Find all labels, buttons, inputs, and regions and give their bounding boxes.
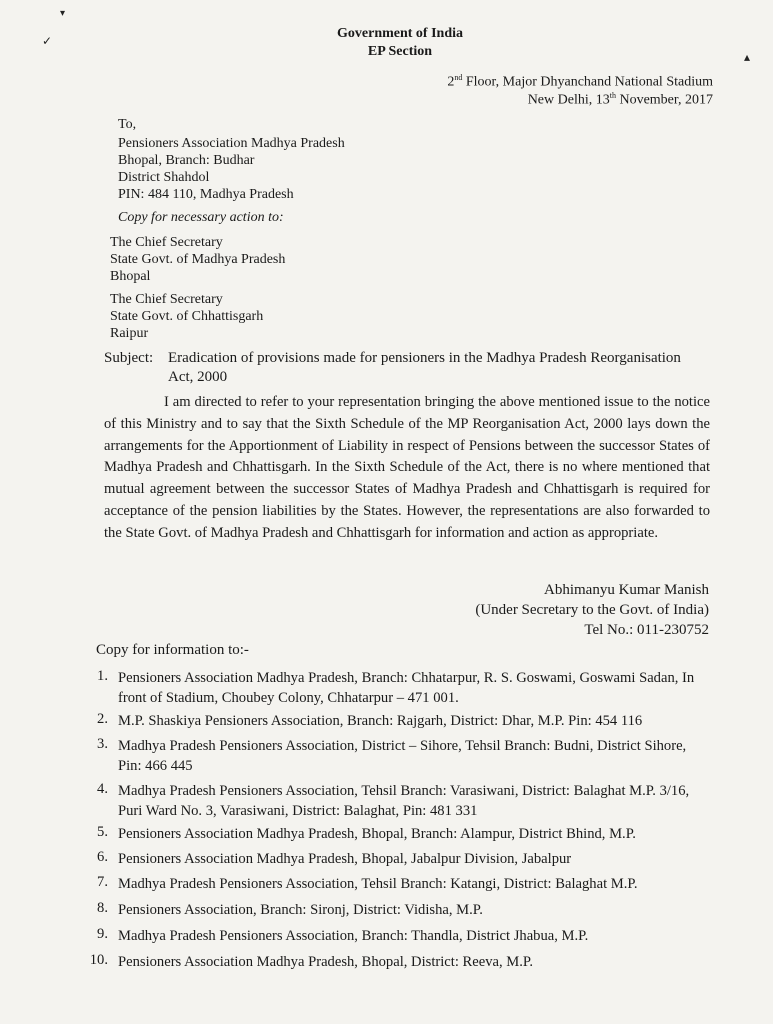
list-item-number: 5. <box>97 824 108 840</box>
addressee-line: District Shahdol <box>118 170 210 185</box>
section-heading: EP Section <box>367 44 433 59</box>
signatory-tel: Tel No.: 011-230752 <box>584 622 709 638</box>
scan-speck: ▾ <box>60 8 66 19</box>
org-heading: Government of India <box>337 26 463 41</box>
list-item-number: 2. <box>97 711 108 727</box>
list-item-number: 3. <box>97 736 108 752</box>
list-item: Madhya Pradesh Pensioners Association, Branch: Thandla, District Jhabua, M.P. <box>118 928 589 944</box>
list-item: Pensioners Association, Branch: Sironj, District: Vidisha, M.P. <box>118 902 483 918</box>
list-item-number: 4. <box>97 781 108 797</box>
addressee-line: Pensioners Association Madhya Pradesh <box>118 136 345 151</box>
addressee-line: PIN: 484 110, Madhya Pradesh <box>118 187 294 202</box>
recipient-line: The Chief Secretary <box>110 235 223 250</box>
list-item: Pensioners Association Madhya Pradesh, Branch: Chhatarpur, R. S. Goswami, Goswami Sadan, In front of Stadium, Choubey Colony, Chhatarpur – 471 001. <box>118 670 695 706</box>
list-item: Madhya Pradesh Pensioners Association, Tehsil Branch: Katangi, District: Balaghat M.P. <box>118 876 638 892</box>
office-address: 2nd Floor, Major Dhyanchand National Stadium <box>447 73 713 90</box>
addressee-line: Bhopal, Branch: Budhar <box>118 153 255 168</box>
list-item-number: 1. <box>97 668 108 684</box>
body-paragraph: I am directed to refer to your representation bringing the above mentioned issue to the notice of this Ministry and to say that the Sixth Schedule of the MP Reorganisation Act, 2000 lays down the arrangements for the Apportionment of Liability in respect of Pensions between the successor States of Madhya Pradesh and Chhattisgarh. In the Sixth Schedule of the Act, there is no where mentioned that mutual agreement between the successor States of Madhya Pradesh and Chhattisgarh is required for acceptance of the pension liabilities by the States. However, the representations are also forwarded to the State Govt. of Madhya Pradesh and Chhattisgarh for information and action as appropriate. <box>104 394 710 541</box>
list-item: Madhya Pradesh Pensioners Association, Tehsil Branch: Varasiwani, District: Balaghat M.P. 3/16, Puri Ward No. 3, Varasiwani, District: Balaghat, Pin: 481 331 <box>118 783 690 819</box>
list-item-number: 7. <box>97 874 108 890</box>
scan-mark: ▴ <box>744 50 751 64</box>
copy-action-label: Copy for necessary action to: <box>118 210 284 225</box>
recipient-line: Bhopal <box>110 269 151 284</box>
signatory-designation: (Under Secretary to the Govt. of India) <box>475 602 709 618</box>
list-item-number: 10. <box>89 952 108 968</box>
list-item: M.P. Shaskiya Pensioners Association, Branch: Rajgarh, District: Dhar, M.P. Pin: 454 116 <box>118 713 643 729</box>
list-item: Pensioners Association Madhya Pradesh, Bhopal, Branch: Alampur, District Bhind, M.P. <box>118 826 636 842</box>
to-label: To, <box>118 117 137 132</box>
recipient-line: Raipur <box>110 326 149 341</box>
list-item-number: 9. <box>97 926 108 942</box>
recipient-line: The Chief Secretary <box>110 292 223 307</box>
pen-tick-mark: ✓ <box>42 34 53 48</box>
subject-line: Act, 2000 <box>168 369 228 385</box>
subject-line: Eradication of provisions made for pensioners in the Madhya Pradesh Reorganisation <box>168 350 681 366</box>
copy-info-label: Copy for information to:- <box>96 642 249 658</box>
list-item: Pensioners Association Madhya Pradesh, Bhopal, District: Reeva, M.P. <box>118 954 534 970</box>
list-item: Madhya Pradesh Pensioners Association, District – Sihore, Tehsil Branch: Budni, District Sihore, Pin: 466 445 <box>118 738 687 774</box>
subject-label: Subject: <box>104 350 154 366</box>
list-item-number: 8. <box>97 900 108 916</box>
place-date: New Delhi, 13th November, 2017 <box>527 91 713 108</box>
recipient-line: State Govt. of Chhattisgarh <box>110 309 264 324</box>
list-item-number: 6. <box>97 849 108 865</box>
recipient-line: State Govt. of Madhya Pradesh <box>110 252 286 267</box>
signatory-name: Abhimanyu Kumar Manish <box>544 582 709 598</box>
list-item: Pensioners Association Madhya Pradesh, Bhopal, Jabalpur Division, Jabalpur <box>118 851 572 867</box>
